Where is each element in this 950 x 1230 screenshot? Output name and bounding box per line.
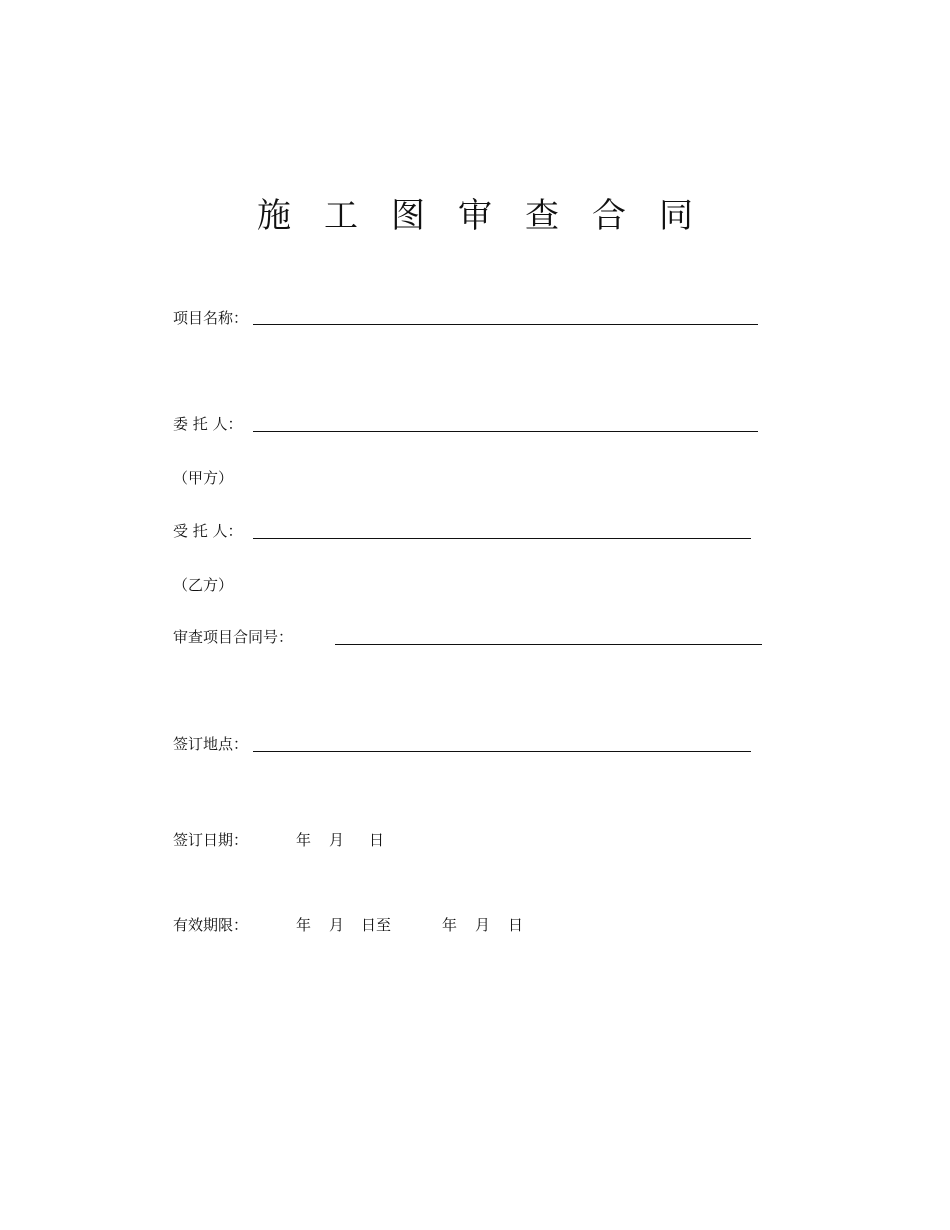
validity-start-month: 月 bbox=[329, 916, 345, 934]
document-title: 施工图审查合同 bbox=[257, 196, 726, 236]
validity-end-month: 月 bbox=[475, 916, 491, 934]
sign-place-label: 签订地点： bbox=[173, 735, 249, 753]
project-name-blank-line[interactable] bbox=[253, 324, 758, 325]
sign-place-blank-line[interactable] bbox=[253, 751, 751, 752]
client-blank-line[interactable] bbox=[253, 431, 758, 432]
validity-label: 有效期限： bbox=[173, 916, 249, 934]
contract-number-blank-line[interactable] bbox=[335, 644, 762, 645]
sign-date-label: 签订日期： bbox=[173, 831, 249, 849]
client-label: 委 托 人： bbox=[173, 415, 243, 433]
validity-end-year: 年 bbox=[442, 916, 458, 934]
contract-number-label: 审查项目合同号： bbox=[173, 628, 294, 646]
contractor-blank-line[interactable] bbox=[253, 538, 751, 539]
validity-start-year: 年 bbox=[296, 916, 312, 934]
sign-date-day: 日 bbox=[369, 831, 385, 849]
validity-end-day: 日 bbox=[508, 916, 524, 934]
contractor-party-label: （乙方） bbox=[173, 576, 234, 594]
sign-date-year: 年 bbox=[296, 831, 312, 849]
contractor-label: 受 托 人： bbox=[173, 522, 243, 540]
validity-start-day-to: 日至 bbox=[361, 916, 392, 934]
project-name-label: 项目名称： bbox=[173, 309, 249, 327]
sign-date-month: 月 bbox=[329, 831, 345, 849]
client-party-label: （甲方） bbox=[173, 469, 234, 487]
